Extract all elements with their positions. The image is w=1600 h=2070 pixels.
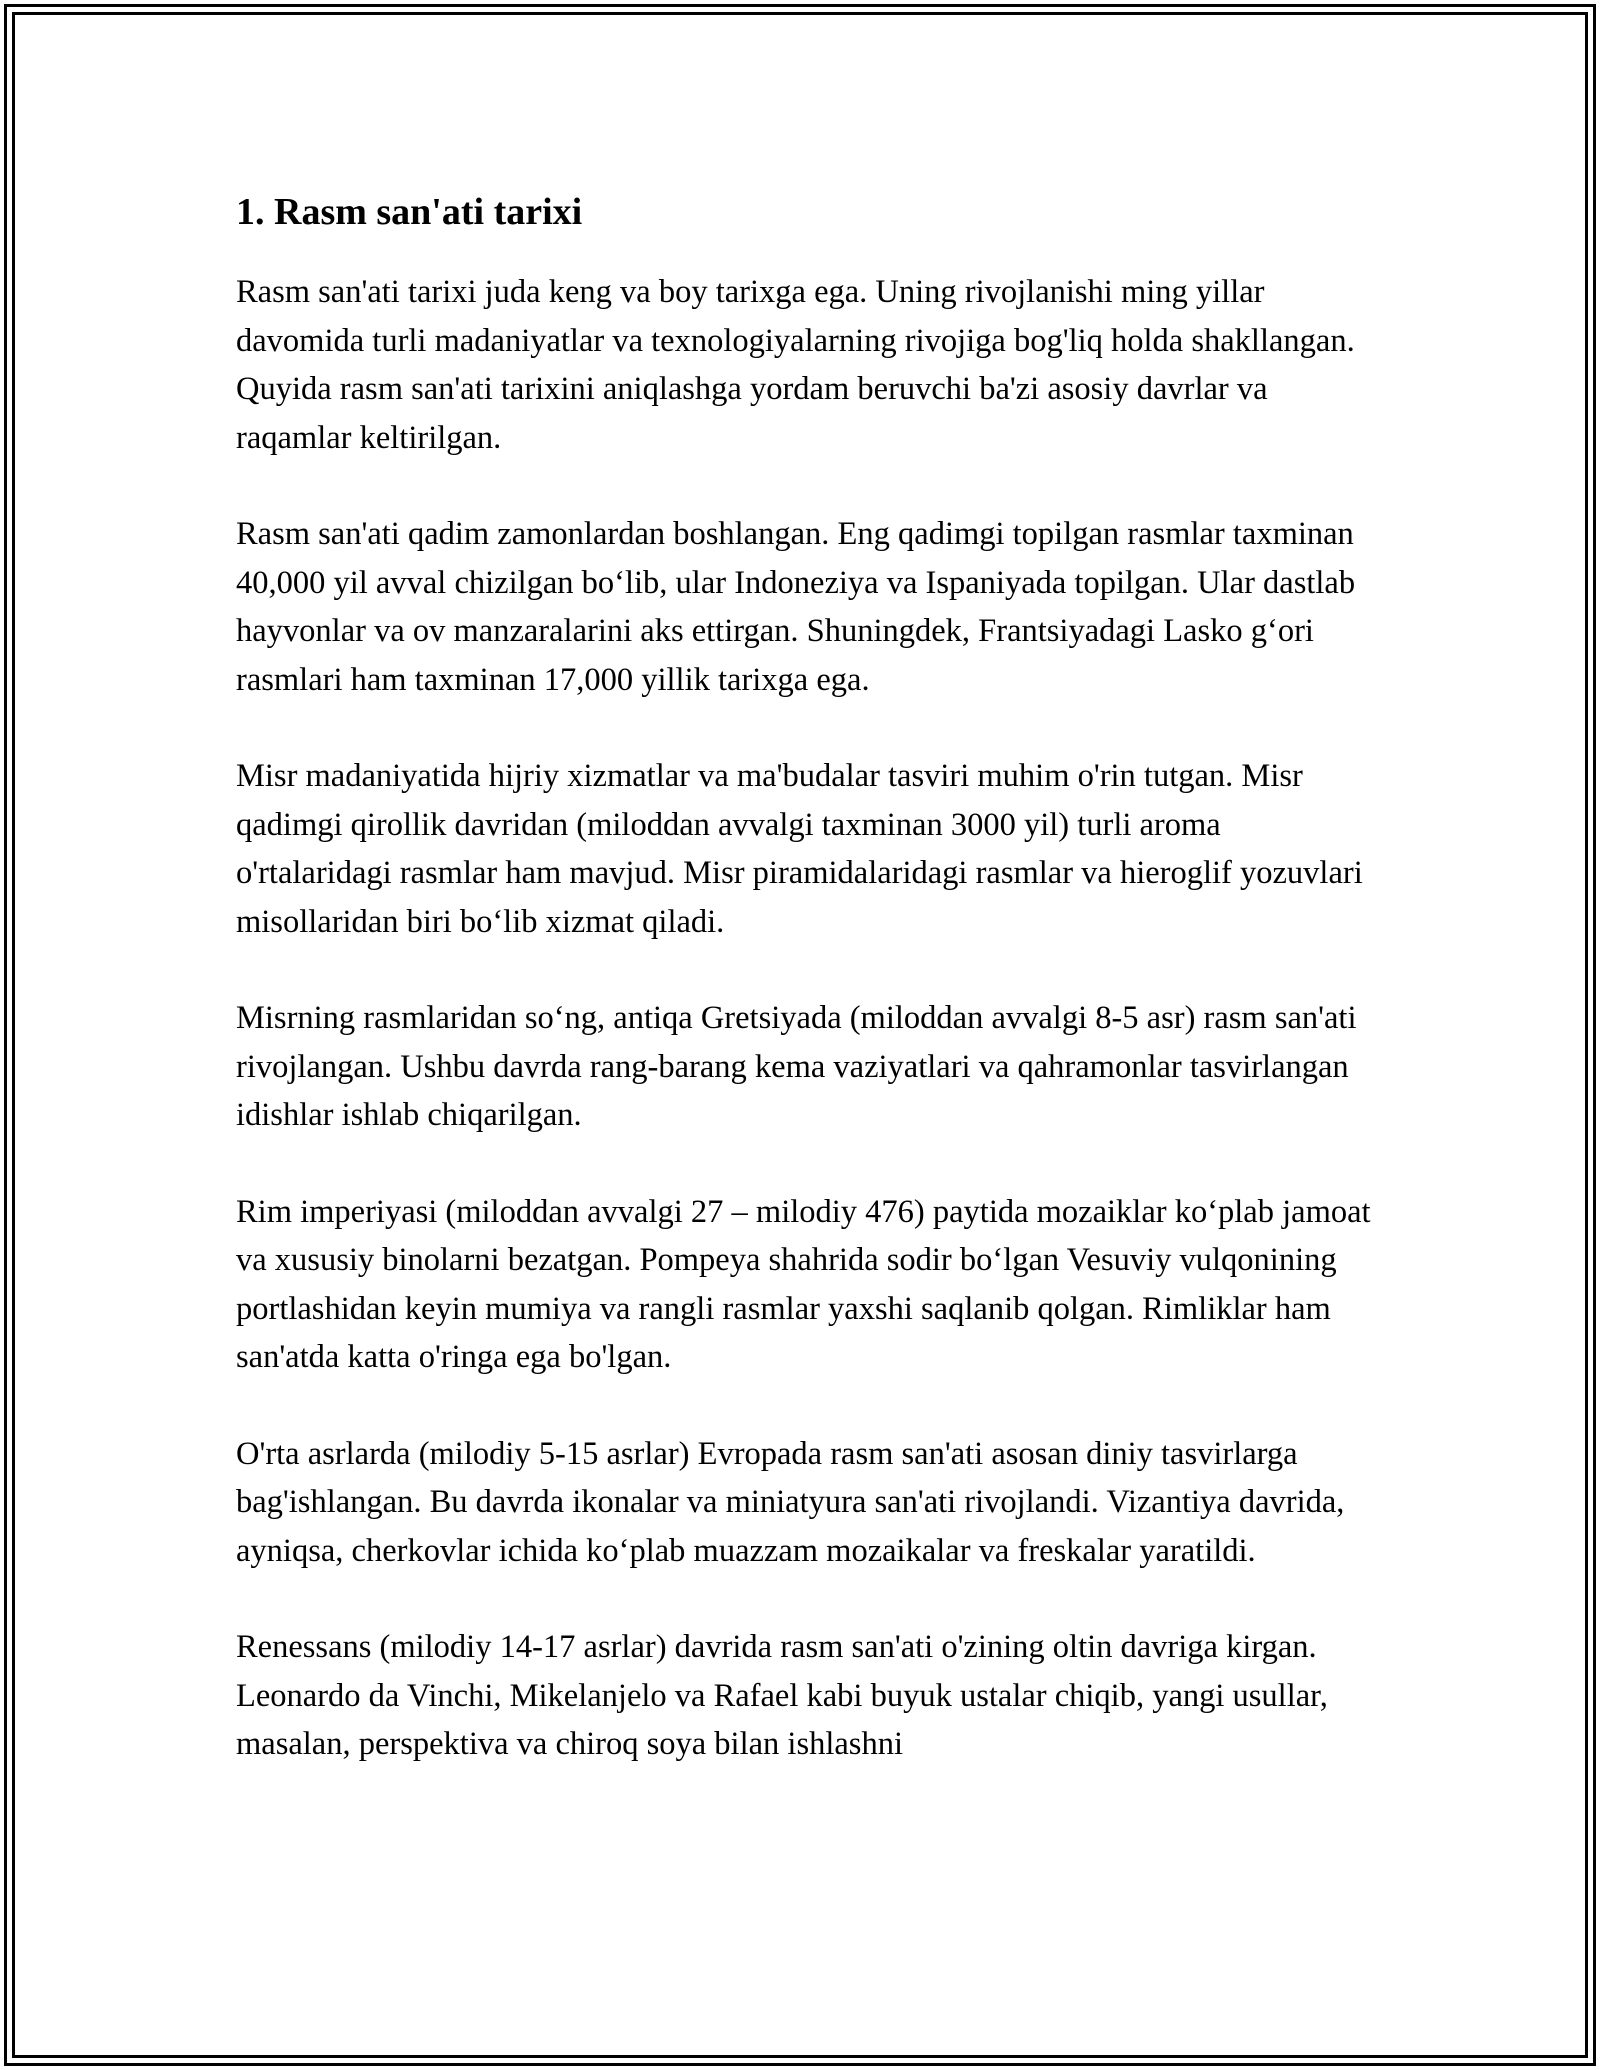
paragraph-middle-ages: O'rta asrlarda (milodiy 5-15 asrlar) Evropada rasm san'ati asosan diniy tasvirlarga bag'ishlangan. Bu davrda ikonalar va miniatyura san'ati rivojlandi. Vizantiya davrida, ayniqsa, cherkovlar ichida ko‘plab muazzam mozaikalar va freskalar yaratildi. bbox=[236, 1435, 1345, 1569]
section-heading: 1. Rasm san'ati tarixi bbox=[236, 191, 583, 233]
paragraph-intro: Rasm san'ati tarixi juda keng va boy tarixga ega. Uning rivojlanishi ming yillar davomida turli madaniyatlar va texnologiyalarning rivojiga bog'liq holda shakllangan. Quyida rasm san'ati tarixini aniqlashga yordam beruvchi ba'zi asosiy davrlar va raqamlar keltirilgan. bbox=[236, 274, 1355, 456]
document-body bbox=[236, 186, 1376, 1817]
paragraph-egypt: Misr madaniyatida hijriy xizmatlar va ma'budalar tasviri muhim o'rin tutgan. Misr qadimgi qirollik davridan (miloddan avvalgi taxminan 3000 yil) turli aroma o'rtalaridagi rasmlar ham mavjud. Misr piramidalaridagi rasmlar va hieroglif yozuvlari misollaridan biri bo‘lib xizmat qiladi. bbox=[236, 758, 1363, 940]
paragraph-prehistoric: Rasm san'ati qadim zamonlardan boshlangan. Eng qadimgi topilgan rasmlar taxminan 40,000 yil avval chizilgan bo‘lib, ular Indoneziya va Ispaniyada topilgan. Ular dastlab hayvonlar va ov manzaralarini aks ettirgan. Shuningdek, Frantsiyadagi Lasko g‘ori rasmlari ham taxminan 17,000 yillik tarixga ega. bbox=[236, 516, 1356, 698]
paragraph-rome: Rim imperiyasi (miloddan avvalgi 27 – milodiy 476) paytida mozaiklar ko‘plab jamoat va xususiy binolarni bezatgan. Pompeya shahrida sodir bo‘lgan Vesuviy vulqonining portlashidan keyin mumiya va rangli rasmlar yaxshi saqlanib qolgan. Rimliklar ham san'atda katta o'ringa ega bo'lgan. bbox=[236, 1193, 1371, 1375]
paragraph-renaissance: Renessans (milodiy 14-17 asrlar) davrida rasm san'ati o'zining oltin davriga kirgan. Leonardo da Vinchi, Mikelanjelo va Rafael kabi buyuk ustalar chiqib, yangi usullar, masalan, perspektiva va chiroq soya bilan ishlashni bbox=[236, 1629, 1328, 1762]
paragraph-greece: Misrning rasmlaridan so‘ng, antiqa Gretsiyada (miloddan avvalgi 8-5 asr) rasm san'ati rivojlangan. Ushbu davrda rang-barang kema vaziyatlari va qahramonlar tasvirlangan idishlar ishlab chiqarilgan. bbox=[236, 1000, 1357, 1133]
